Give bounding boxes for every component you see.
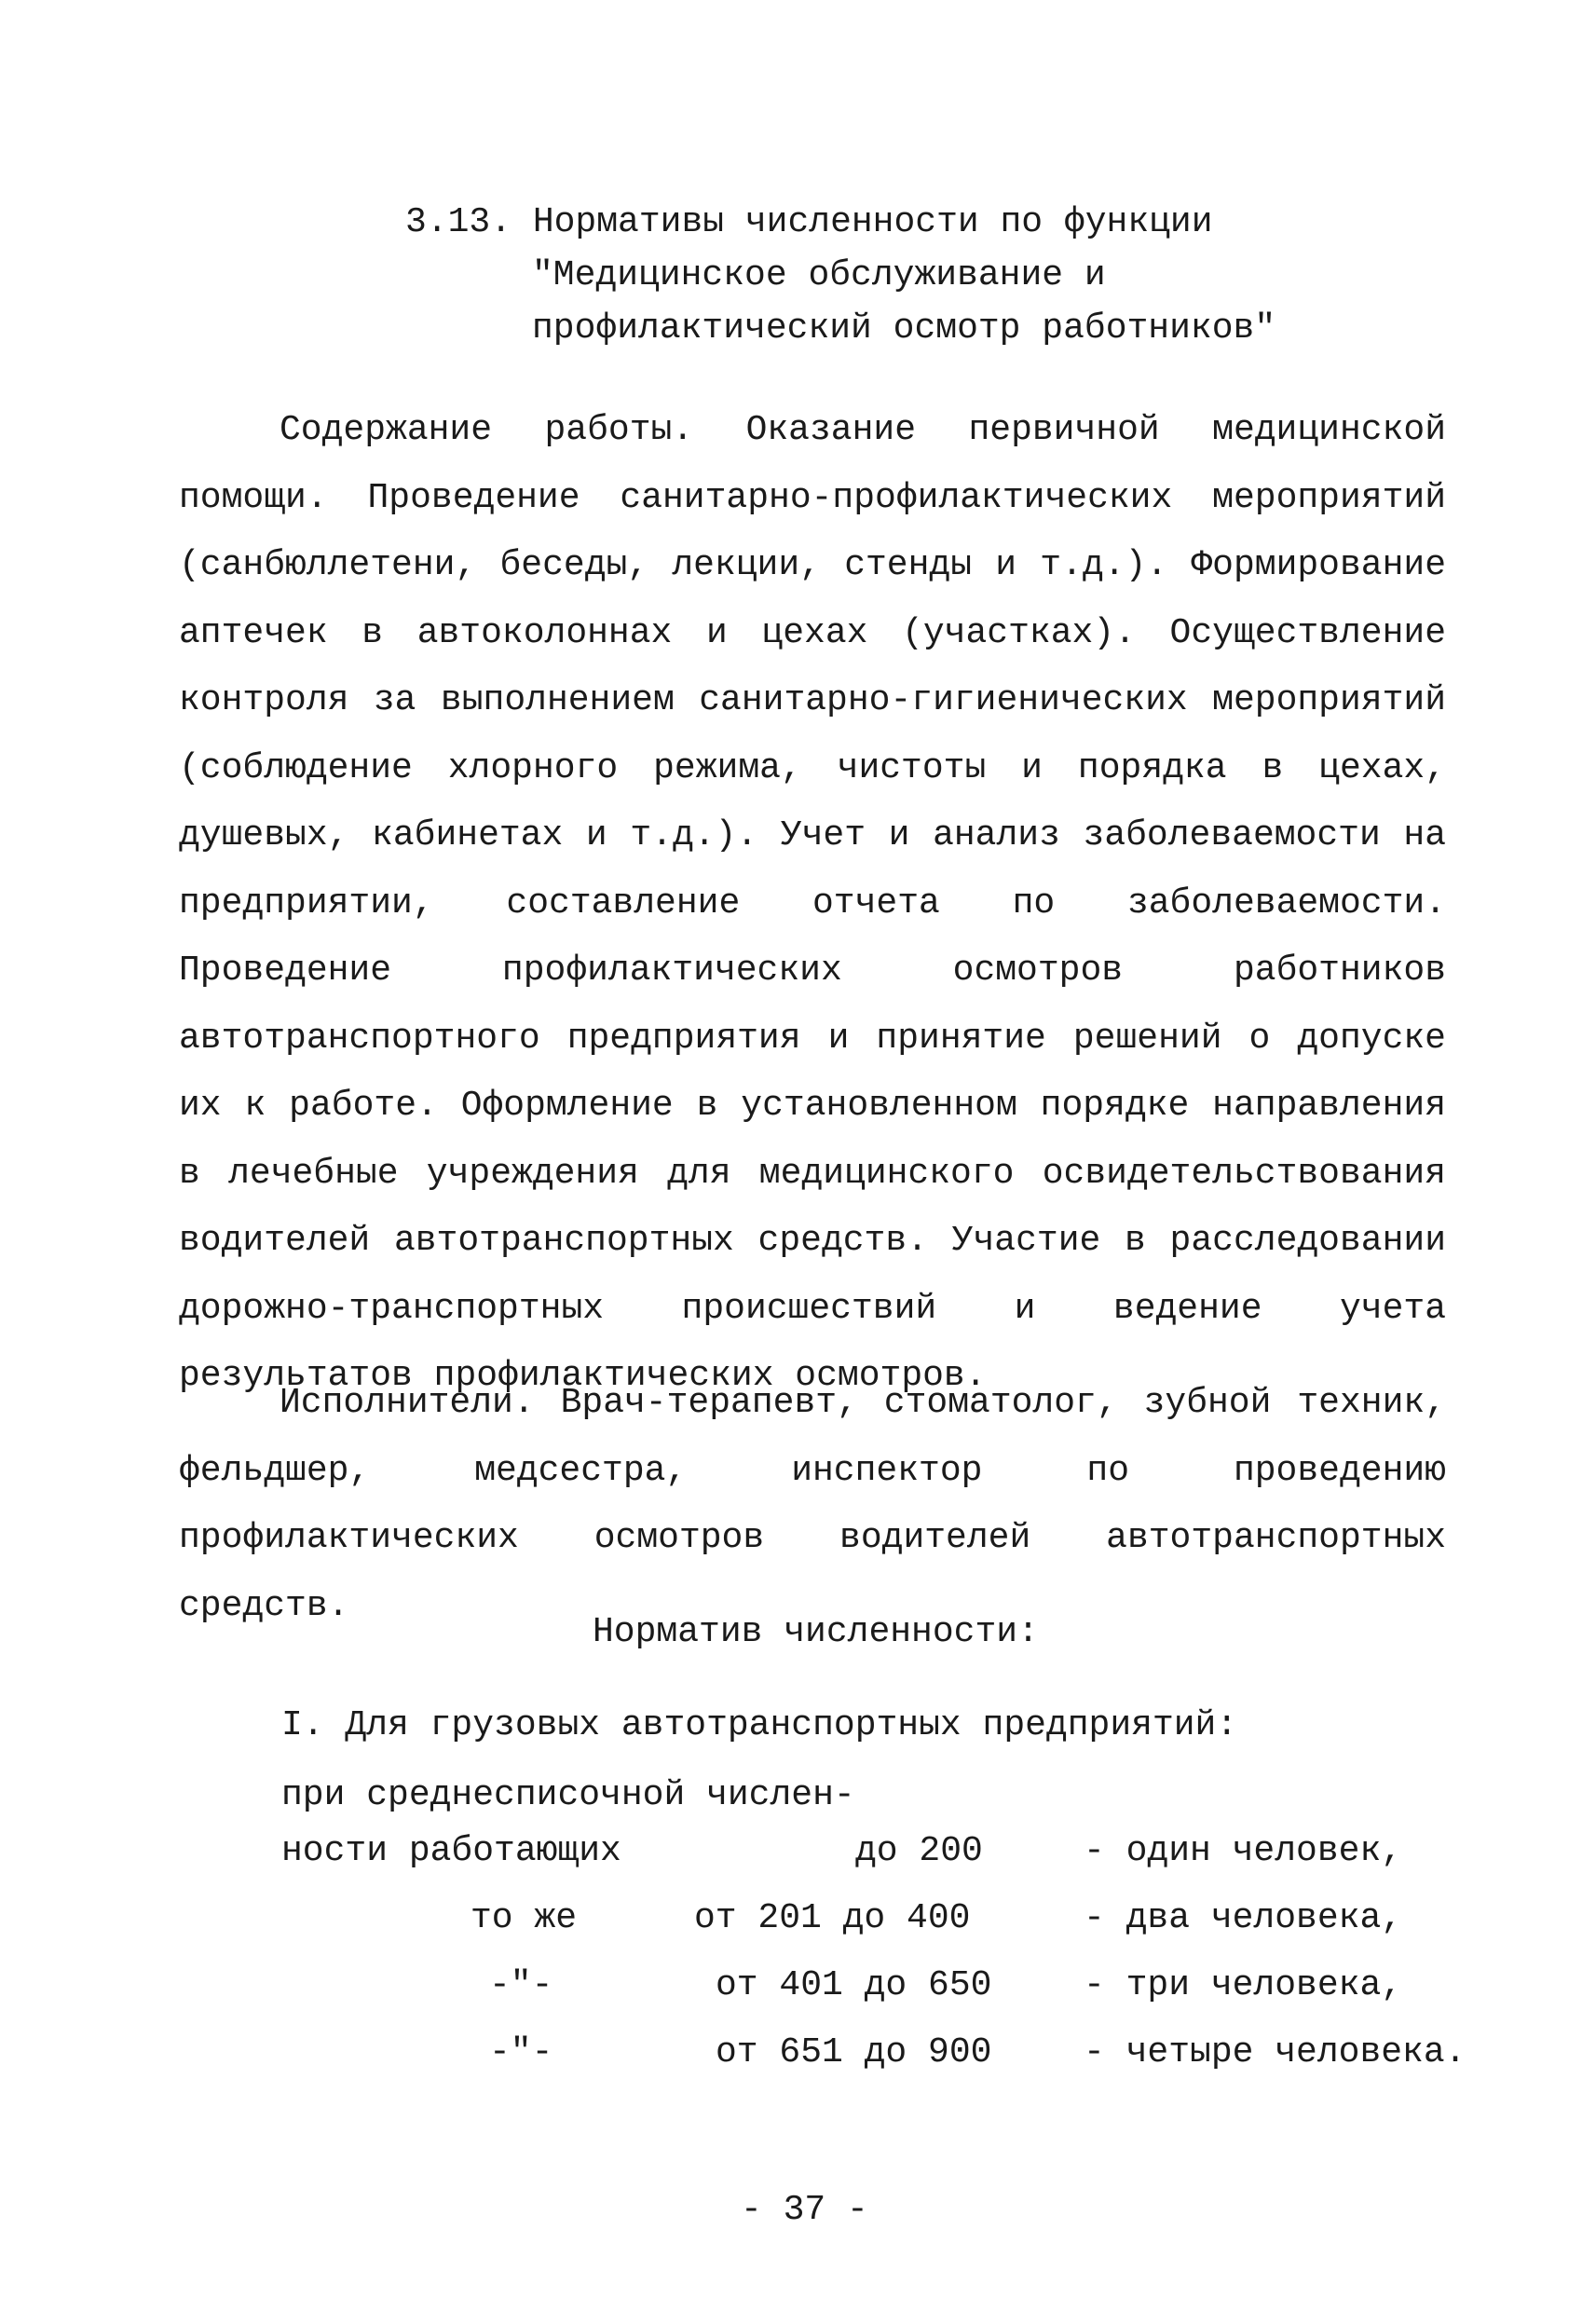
row-range: от 201 до 400 <box>694 1898 971 1938</box>
heading-line-3: профилактический осмотр работников" <box>532 308 1276 349</box>
performers-paragraph <box>179 1370 1446 1640</box>
work-content-text: Содержание работы. Оказание первичной медицинской помощи. Проведение санитарно-профилактических мероприятий (санбюллетени, беседы, лекции, стенды и т.д.). Формирование аптечек в автоколоннах и цехах (участках). Осуществление контроля за выполнением санитарно-гигиенических мероприятий (соблюдение хлорного режима, чистоты и порядка в цехах, душевых, кабинетах и т.д.). Учет и анализ заболеваемости на предприятии, составление отчета по заболеваемости. Проведение профилактических осмотров работников автотранспортного предприятия и принятие решений о допуске их к работе. Оформление в установленном порядке направления в лечебные учреждения для медицинского освидетельствования водителей автотранспортных средств. Участие в расследовании дорожно-транспортных происшествий и ведение учета результатов профилактических осмотров. <box>179 410 1446 1396</box>
performers-text: Исполнители. Врач-терапевт, стоматолог, зубной техник, фельдшер, медсестра, инспектор по проведению профилактических осмотров водителей автотранспортных средств. <box>179 1383 1446 1626</box>
row-result: - один человек, <box>1084 1831 1403 1871</box>
row-result: - четыре человека. <box>1084 2032 1466 2072</box>
row-range: до 200 <box>855 1831 983 1871</box>
heading-line-2: "Медицинское обслуживание и <box>532 255 1106 295</box>
work-content-paragraph <box>179 397 1446 1411</box>
row-range: от 401 до 650 <box>716 1965 992 2005</box>
row-label: ности работающих <box>281 1831 621 1871</box>
row-label: -"- <box>489 1965 553 2005</box>
row-range: от 651 до 900 <box>716 2032 992 2072</box>
row-label: -"- <box>489 2032 553 2072</box>
intro-text: при среднесписочной числен- <box>281 1775 855 1815</box>
row-label: то же <box>471 1898 578 1938</box>
section-heading <box>405 196 1275 355</box>
row-result: - три человека, <box>1084 1965 1403 2005</box>
standard-title: Норматив численности: <box>593 1612 1039 1652</box>
page-number: - 37 - <box>741 2190 868 2230</box>
row-result: - два человека, <box>1084 1898 1403 1938</box>
heading-line-1: 3.13. Нормативы численности по функции <box>405 202 1213 242</box>
intro-line <box>281 1775 855 1815</box>
freight-enterprises-title: I. Для грузовых автотранспортных предприятий: <box>281 1705 1238 1745</box>
